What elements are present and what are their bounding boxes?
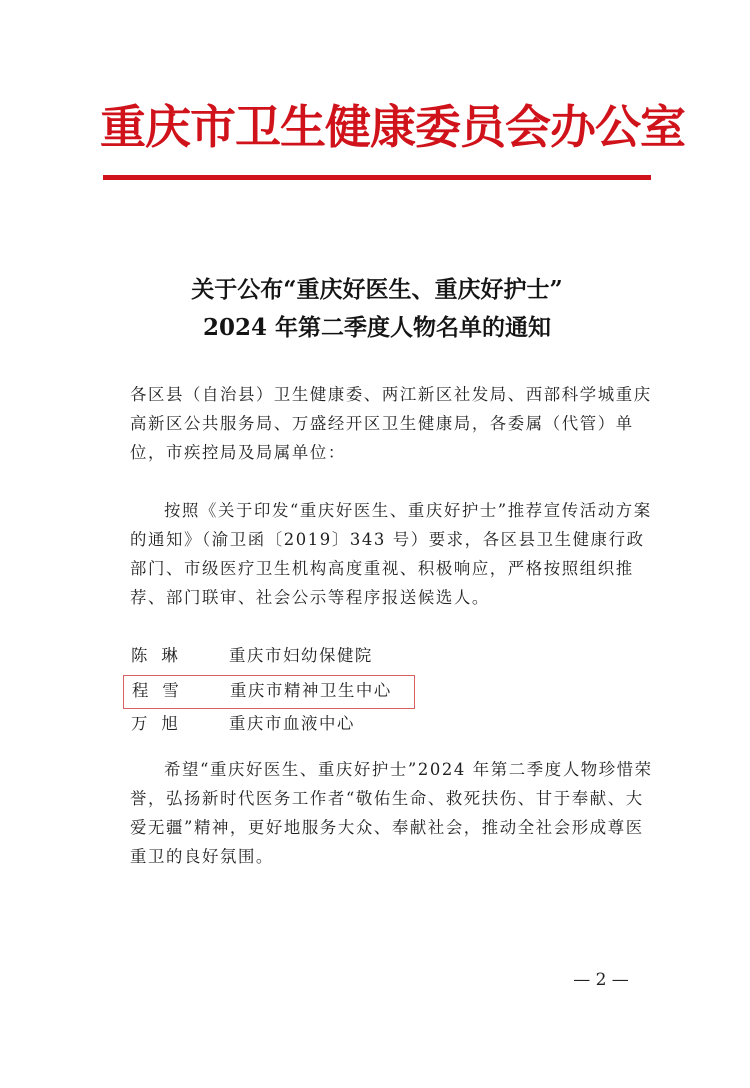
honoree-organization: 重庆市妇幼保健院 (229, 646, 373, 665)
closing-paragraph: 希望“重庆好医生、重庆好护士”2024 年第二季度人物珍惜荣誉，弘扬新时代医务工作者“敬佑生命、救死扶伤、甘于奉献、大爱无疆”精神，更好地服务大众、奉献社会，推动全社会形成尊医重卫的良好氛围。 (130, 760, 653, 866)
document-title (100, 271, 654, 347)
honoree-name: 陈琳 (131, 646, 192, 665)
honoree-row (123, 641, 443, 675)
honoree-name: 万旭 (131, 714, 192, 733)
document-title-line-1: 关于公布“重庆好医生、重庆好护士” (191, 276, 563, 303)
honoree-row (123, 709, 443, 743)
letterhead-title: 重庆市卫生健康委员会办公室 (100, 100, 685, 154)
honoree-organization: 重庆市血液中心 (229, 714, 355, 733)
honoree-row-highlighted (123, 675, 415, 709)
intro-paragraph: 按照《关于印发“重庆好医生、重庆好护士”推荐宣传活动方案的通知》（渝卫函〔2019〕343 号）要求，各区县卫生健康行政部门、市级医疗卫生机构高度重视、积极响应，严格按照组织推荐、部门联审、社会公示等程序报送候选人。 (130, 501, 652, 607)
letterhead-red-rule (103, 175, 651, 180)
honoree-name: 程雪 (132, 681, 193, 700)
honoree-list (123, 641, 443, 743)
document-title-line-2: 2024 年第二季度人物名单的通知 (202, 314, 552, 341)
honoree-organization: 重庆市精神卫生中心 (230, 681, 392, 700)
page-number: — 2 — (573, 970, 629, 990)
salutation-paragraph: 各区县（自治县）卫生健康委、两江新区社发局、西部科学城重庆高新区公共服务局、万盛经开区卫生健康局，各委属（代管）单位，市疾控局及局属单位： (130, 385, 652, 462)
